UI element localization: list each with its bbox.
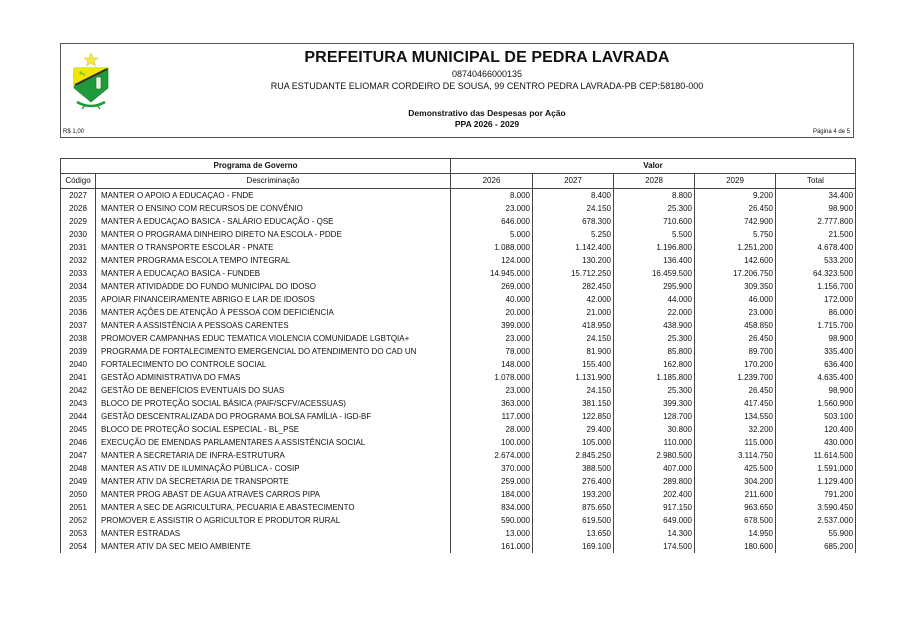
row-description: MANTER AÇÕES DE ATENÇÃO À PESSOA COM DEFICIÊNCIA: [96, 306, 451, 319]
row-value-2027: 1.142.400: [533, 241, 614, 254]
row-description: PROMOVER E ASSISTIR O AGRICULTOR E PRODUTOR RURAL: [96, 514, 451, 527]
row-description: BLOCO DE PROTEÇÃO SOCIAL ESPECIAL - BL_PSE: [96, 423, 451, 436]
row-total: 3.590.450: [776, 501, 856, 514]
row-value-2027: 24.150: [533, 384, 614, 397]
row-value-2026: 20.000: [451, 306, 533, 319]
row-value-2029: 170.200: [695, 358, 776, 371]
table-row: [61, 514, 856, 527]
row-total: 503.100: [776, 410, 856, 423]
row-value-2026: 23.000: [451, 384, 533, 397]
row-value-2026: 117.000: [451, 410, 533, 423]
row-total: 98.900: [776, 332, 856, 345]
row-code: 2051: [61, 501, 96, 514]
row-value-2029: 304.200: [695, 475, 776, 488]
row-value-2026: 161.000: [451, 540, 533, 553]
column-header-code: Código: [61, 174, 96, 189]
row-code: 2028: [61, 202, 96, 215]
row-total: 4.678.400: [776, 241, 856, 254]
column-header-2027: 2027: [533, 174, 614, 189]
row-value-2028: 136.400: [614, 254, 695, 267]
report-title: Demonstrativo das Despesas por Ação: [408, 108, 566, 118]
row-description: MANTER A SECRETARIA DE INFRA-ESTRUTURA: [96, 449, 451, 462]
table-row: [61, 527, 856, 540]
row-total: 21.500: [776, 228, 856, 241]
table-row: [61, 488, 856, 501]
row-total: 55.900: [776, 527, 856, 540]
row-code: 2049: [61, 475, 96, 488]
row-description: MANTER O APOIO A EDUCAÇAO - FNDE: [96, 189, 451, 203]
row-value-2029: 9.200: [695, 189, 776, 203]
page-title: PREFEITURA MUNICIPAL DE PEDRA LAVRADA: [304, 49, 670, 66]
table-row: [61, 436, 856, 449]
row-description: MANTER A EDUCAÇAO BASICA - FUNDEB: [96, 267, 451, 280]
row-code: 2046: [61, 436, 96, 449]
column-header-row: [61, 174, 856, 189]
row-value-2029: 678.500: [695, 514, 776, 527]
row-value-2026: 269.000: [451, 280, 533, 293]
row-value-2027: 276.400: [533, 475, 614, 488]
currency-unit: R$ 1,00: [63, 129, 85, 135]
address: RUA ESTUDANTE ELIOMAR CORDEIRO DE SOUSA, 99 CENTRO PEDRA LAVRADA-PB CEP:58180-000: [270, 81, 704, 91]
row-value-2028: 399.300: [614, 397, 695, 410]
row-total: 1.560.900: [776, 397, 856, 410]
table-row: [61, 384, 856, 397]
table-row: [61, 462, 856, 475]
row-code: 2035: [61, 293, 96, 306]
row-value-2027: 418.950: [533, 319, 614, 332]
row-value-2027: 105.000: [533, 436, 614, 449]
row-total: 86.000: [776, 306, 856, 319]
row-value-2026: 23.000: [451, 202, 533, 215]
row-value-2028: 30.800: [614, 423, 695, 436]
row-code: 2054: [61, 540, 96, 553]
row-value-2027: 15.712.250: [533, 267, 614, 280]
row-value-2026: 23.000: [451, 332, 533, 345]
row-value-2027: 619.500: [533, 514, 614, 527]
row-total: 98.900: [776, 384, 856, 397]
table-row: [61, 319, 856, 332]
row-value-2027: 122.850: [533, 410, 614, 423]
row-description: BLOCO DE PROTEÇÃO SOCIAL BÁSICA (PAIF/SCFV/ACESSUAS): [96, 397, 451, 410]
row-total: 120.400: [776, 423, 856, 436]
row-value-2028: 1.196.800: [614, 241, 695, 254]
table-row: [61, 540, 856, 553]
row-value-2026: 259.000: [451, 475, 533, 488]
row-value-2026: 28.000: [451, 423, 533, 436]
row-value-2026: 13.000: [451, 527, 533, 540]
row-description: GESTÃO ADMINISTRATIVA DO FMAS: [96, 371, 451, 384]
table-row: [61, 202, 856, 215]
table-row: [61, 215, 856, 228]
row-value-2027: 130.200: [533, 254, 614, 267]
row-value-2029: 417.450: [695, 397, 776, 410]
row-value-2026: 100.000: [451, 436, 533, 449]
row-code: 2032: [61, 254, 96, 267]
row-description: MANTER ATIV DA SECRETARIA DE TRANSPORTE: [96, 475, 451, 488]
row-value-2029: 180.600: [695, 540, 776, 553]
table-row: [61, 371, 856, 384]
row-code: 2052: [61, 514, 96, 527]
row-code: 2040: [61, 358, 96, 371]
row-value-2028: 8.800: [614, 189, 695, 203]
row-value-2029: 963.650: [695, 501, 776, 514]
table-row: [61, 397, 856, 410]
row-description: MANTER AS ATIV DE ILUMINAÇÃO PÚBLICA - COSIP: [96, 462, 451, 475]
row-total: 64.323.500: [776, 267, 856, 280]
row-value-2027: 5.250: [533, 228, 614, 241]
row-total: 98.900: [776, 202, 856, 215]
table-row: [61, 306, 856, 319]
row-code: 2030: [61, 228, 96, 241]
row-value-2028: 407.000: [614, 462, 695, 475]
report-period: PPA 2026 - 2029: [454, 119, 520, 129]
row-value-2026: 1.078.000: [451, 371, 533, 384]
row-value-2027: 282.450: [533, 280, 614, 293]
row-description: APOIAR FINANCEIRAMENTE ABRIGO E LAR DE IDOSOS: [96, 293, 451, 306]
row-value-2028: 25.300: [614, 202, 695, 215]
row-total: 685.200: [776, 540, 856, 553]
table-row: [61, 228, 856, 241]
row-code: 2029: [61, 215, 96, 228]
row-code: 2034: [61, 280, 96, 293]
row-value-2028: 2.980.500: [614, 449, 695, 462]
row-value-2028: 289.800: [614, 475, 695, 488]
row-value-2026: 399.000: [451, 319, 533, 332]
column-header-2026: 2026: [451, 174, 533, 189]
row-value-2027: 875.650: [533, 501, 614, 514]
row-total: 1.715.700: [776, 319, 856, 332]
row-value-2026: 363.000: [451, 397, 533, 410]
column-header-2028: 2028: [614, 174, 695, 189]
row-value-2028: 14.300: [614, 527, 695, 540]
row-value-2027: 678.300: [533, 215, 614, 228]
row-description: GESTÃO DE BENEFÍCIOS EVENTUAIS DO SUAS: [96, 384, 451, 397]
table-row: [61, 475, 856, 488]
row-value-2026: 590.000: [451, 514, 533, 527]
row-value-2029: 17.206.750: [695, 267, 776, 280]
row-total: 1.156.700: [776, 280, 856, 293]
value-group-header: Valor: [451, 159, 856, 174]
row-value-2027: 24.150: [533, 332, 614, 345]
row-value-2028: 110.000: [614, 436, 695, 449]
row-description: EXECUÇÃO DE EMENDAS PARLAMENTARES A ASSISTÊNCIA SOCIAL: [96, 436, 451, 449]
row-description: MANTER ATIV DA SEC MEIO AMBIENTE: [96, 540, 451, 553]
row-value-2027: 13.650: [533, 527, 614, 540]
row-value-2027: 155.400: [533, 358, 614, 371]
row-total: 1.129.400: [776, 475, 856, 488]
row-description: MANTER A EDUCAÇAO BASICA - SALÁRIO EDUCAÇÃO - QSE: [96, 215, 451, 228]
row-description: MANTER O PROGRAMA DINHEIRO DIRETO NA ESCOLA - PDDE: [96, 228, 451, 241]
row-value-2028: 85.800: [614, 345, 695, 358]
row-value-2027: 21.000: [533, 306, 614, 319]
row-description: MANTER PROG ABAST DE AGUA ATRAVES CARROS PIPA: [96, 488, 451, 501]
row-code: 2050: [61, 488, 96, 501]
row-description: FORTALECIMENTO DO CONTROLE SOCIAL: [96, 358, 451, 371]
row-code: 2031: [61, 241, 96, 254]
row-value-2028: 22.000: [614, 306, 695, 319]
row-code: 2039: [61, 345, 96, 358]
row-value-2029: 26.450: [695, 384, 776, 397]
row-value-2026: 8.000: [451, 189, 533, 203]
row-value-2026: 5.000: [451, 228, 533, 241]
row-description: PROMOVER CAMPANHAS EDUC TEMATICA VIOLENCIA COMUNIDADE LGBTQIA+: [96, 332, 451, 345]
row-code: 2038: [61, 332, 96, 345]
row-description: MANTER O TRANSPORTE ESCOLAR - PNATE: [96, 241, 451, 254]
row-value-2028: 202.400: [614, 488, 695, 501]
row-value-2029: 26.450: [695, 332, 776, 345]
row-description: MANTER A ASSISTÊNCIA A PESSOAS CARENTES: [96, 319, 451, 332]
row-value-2029: 425.500: [695, 462, 776, 475]
row-value-2028: 5.500: [614, 228, 695, 241]
row-value-2027: 24.150: [533, 202, 614, 215]
row-value-2027: 42.000: [533, 293, 614, 306]
row-value-2029: 211.600: [695, 488, 776, 501]
row-value-2029: 46.000: [695, 293, 776, 306]
row-total: 2.777.800: [776, 215, 856, 228]
column-header-2029: 2029: [695, 174, 776, 189]
row-value-2028: 1.185.800: [614, 371, 695, 384]
column-header-description: Descriminação: [96, 174, 451, 189]
row-code: 2027: [61, 189, 96, 203]
row-value-2026: 834.000: [451, 501, 533, 514]
row-value-2029: 142.600: [695, 254, 776, 267]
row-value-2026: 370.000: [451, 462, 533, 475]
cnpj-number: 08740466000135: [451, 69, 523, 79]
row-total: 2.537.000: [776, 514, 856, 527]
row-total: 172.000: [776, 293, 856, 306]
row-value-2029: 3.114.750: [695, 449, 776, 462]
row-value-2028: 128.700: [614, 410, 695, 423]
row-value-2029: 14.950: [695, 527, 776, 540]
row-value-2026: 40.000: [451, 293, 533, 306]
expenses-table: [60, 158, 856, 553]
table-body: [61, 189, 856, 554]
row-value-2027: 1.131.900: [533, 371, 614, 384]
table-row: [61, 345, 856, 358]
row-total: 11.614.500: [776, 449, 856, 462]
row-value-2027: 2.845.250: [533, 449, 614, 462]
row-value-2026: 646.000: [451, 215, 533, 228]
row-code: 2042: [61, 384, 96, 397]
row-value-2028: 917.150: [614, 501, 695, 514]
row-description: GESTÃO DESCENTRALIZADA DO PROGRAMA BOLSA FAMÍLIA - IGD-BF: [96, 410, 451, 423]
row-value-2026: 1.088.000: [451, 241, 533, 254]
row-code: 2033: [61, 267, 96, 280]
row-code: 2047: [61, 449, 96, 462]
row-description: PROGRAMA DE FORTALECIMENTO EMERGENCIAL DO ATENDIMENTO DO CAD UN: [96, 345, 451, 358]
row-value-2028: 174.500: [614, 540, 695, 553]
program-group-header: Programa de Governo: [61, 159, 451, 174]
row-description: MANTER A SEC DE AGRICULTURA, PECUARIA E ABASTECIMENTO: [96, 501, 451, 514]
row-value-2027: 381.150: [533, 397, 614, 410]
table-row: [61, 449, 856, 462]
column-header-total: Total: [776, 174, 856, 189]
row-code: 2036: [61, 306, 96, 319]
row-description: MANTER ESTRADAS: [96, 527, 451, 540]
row-value-2027: 81.900: [533, 345, 614, 358]
row-total: 4.635.400: [776, 371, 856, 384]
row-value-2027: 8.400: [533, 189, 614, 203]
row-value-2029: 1.239.700: [695, 371, 776, 384]
row-code: 2053: [61, 527, 96, 540]
row-value-2029: 5.750: [695, 228, 776, 241]
row-value-2026: 184.000: [451, 488, 533, 501]
row-value-2026: 78.000: [451, 345, 533, 358]
row-total: 791.200: [776, 488, 856, 501]
row-value-2028: 25.300: [614, 384, 695, 397]
row-value-2026: 14.945.000: [451, 267, 533, 280]
group-header-row: [61, 159, 856, 174]
table-row: [61, 358, 856, 371]
row-total: 335.400: [776, 345, 856, 358]
row-value-2029: 115.000: [695, 436, 776, 449]
row-value-2028: 295.900: [614, 280, 695, 293]
row-value-2028: 710.600: [614, 215, 695, 228]
table-row: [61, 293, 856, 306]
row-value-2027: 169.100: [533, 540, 614, 553]
row-value-2029: 26.450: [695, 202, 776, 215]
row-value-2027: 388.500: [533, 462, 614, 475]
row-total: 430.000: [776, 436, 856, 449]
row-description: MANTER ATIVIDADDE DO FUNDO MUNICIPAL DO IDOSO: [96, 280, 451, 293]
row-total: 34.400: [776, 189, 856, 203]
row-value-2029: 309.350: [695, 280, 776, 293]
row-description: MANTER PROGRAMA ESCOLA TEMPO INTEGRAL: [96, 254, 451, 267]
table-row: [61, 254, 856, 267]
table-row: [61, 423, 856, 436]
page-number: Página 4 de 5: [812, 129, 850, 135]
row-value-2026: 148.000: [451, 358, 533, 371]
table-row: [61, 410, 856, 423]
row-value-2028: 44.000: [614, 293, 695, 306]
table-row: [61, 501, 856, 514]
row-value-2029: 458.850: [695, 319, 776, 332]
row-total: 1.591.000: [776, 462, 856, 475]
row-value-2028: 649.000: [614, 514, 695, 527]
row-value-2029: 89.700: [695, 345, 776, 358]
table-row: [61, 280, 856, 293]
row-value-2029: 134.550: [695, 410, 776, 423]
row-code: 2045: [61, 423, 96, 436]
row-description: MANTER O ENSINO COM RECURSOS DE CONVÊNIO: [96, 202, 451, 215]
row-value-2028: 25.300: [614, 332, 695, 345]
row-value-2028: 16.459.500: [614, 267, 695, 280]
table-row: [61, 241, 856, 254]
row-value-2027: 29.400: [533, 423, 614, 436]
row-value-2029: 1.251.200: [695, 241, 776, 254]
table-row: [61, 332, 856, 345]
row-value-2029: 32.200: [695, 423, 776, 436]
row-code: 2048: [61, 462, 96, 475]
row-value-2029: 742.900: [695, 215, 776, 228]
row-code: 2043: [61, 397, 96, 410]
row-total: 533.200: [776, 254, 856, 267]
row-value-2028: 438.900: [614, 319, 695, 332]
table-row: [61, 189, 856, 203]
report-header: [60, 43, 854, 138]
row-code: 2044: [61, 410, 96, 423]
row-code: 2041: [61, 371, 96, 384]
row-total: 636.400: [776, 358, 856, 371]
row-value-2028: 162.800: [614, 358, 695, 371]
row-value-2026: 124.000: [451, 254, 533, 267]
row-value-2027: 193.200: [533, 488, 614, 501]
row-code: 2037: [61, 319, 96, 332]
table-row: [61, 267, 856, 280]
row-value-2026: 2.674.000: [451, 449, 533, 462]
row-value-2029: 23.000: [695, 306, 776, 319]
